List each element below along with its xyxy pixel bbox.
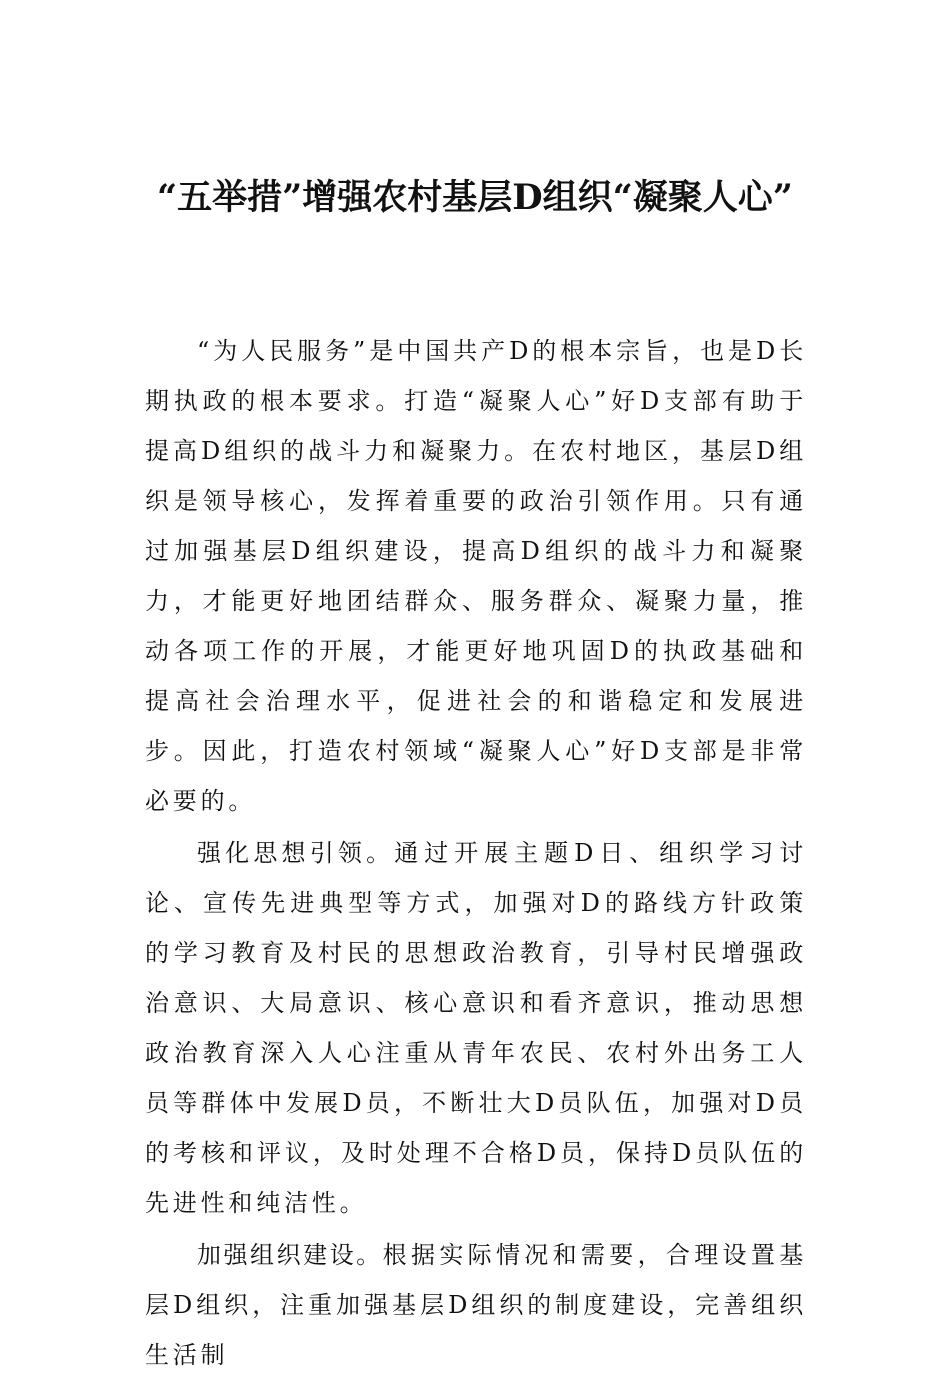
document-body <box>145 326 807 1380</box>
paragraph-intro <box>145 326 807 826</box>
paragraph-text: “为人民服务”是中国共产D的根本宗旨，也是D长期执政的根本要求。打造“凝聚人心”好D支部有助于提高D组织的战斗力和凝聚力。在农村地区，基层D组织是领导核心，发挥着重要的政治引领作用。只有通过加强基层D组织建设，提高D组织的战斗力和凝聚力，才能更好地团结群众、服务群众、凝聚力量，推动各项工作的开展，才能更好地巩固D的执政基础和提高社会治理水平，促进社会的和谐稳定和发展进步。因此，打造农村领域“凝聚人心”好D支部是非常必要的。 <box>145 337 807 815</box>
paragraph-text: 根据实际情况和需要，合理设置基层D组织，注重加强基层D组织的制度建设，完善组织生活制 <box>145 1241 808 1369</box>
paragraph-lead: 强化思想引领。 <box>197 839 395 867</box>
paragraph-organization <box>145 1230 807 1380</box>
paragraph-lead: 加强组织建设。 <box>197 1241 383 1269</box>
paragraph-text: 通过开展主题D日、组织学习讨论、宣传先进典型等方式，加强对D的路线方针政策的学习教育及村民的思想政治教育，引导村民增强政治意识、大局意识、核心意识和看齐意识，推动思想政治教育深入人心注重从青年农民、农村外出务工人员等群体中发展D员，不断壮大D员队伍，加强对D员的考核和评议，及时处理不合格D员，保持D员队伍的先进性和纯洁性。 <box>145 839 807 1217</box>
document-title: “五举措”增强农村基层D组织“凝聚人心” <box>157 177 793 218</box>
paragraph-ideology <box>145 828 807 1228</box>
